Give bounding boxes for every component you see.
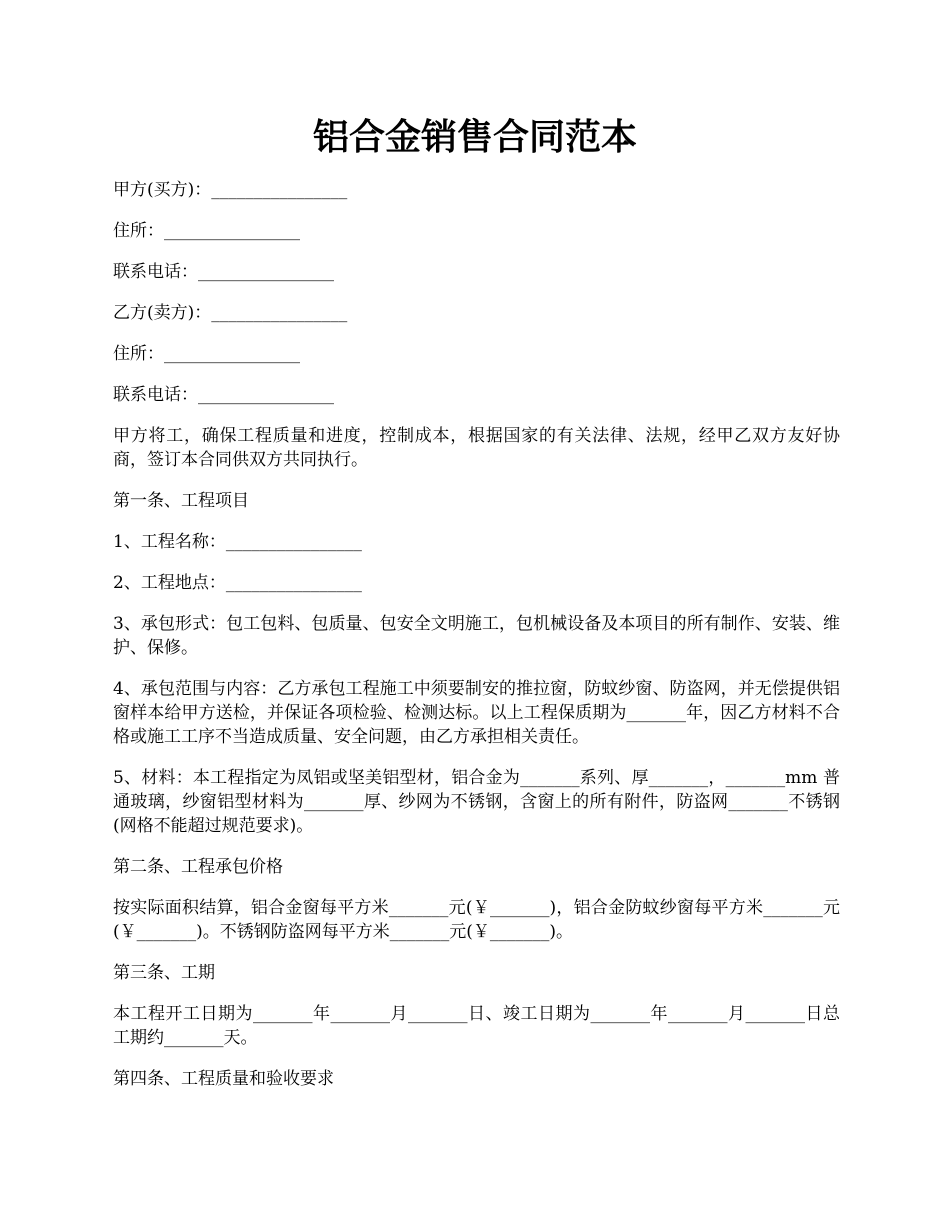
article-2-heading: 第二条、工程承包价格 xyxy=(113,857,283,877)
document-body xyxy=(113,178,840,1108)
party-a-address: 住所：________________ xyxy=(113,221,300,241)
contract-form: 3、承包形式：包工包料、包质量、包安全文明施工，包机械设备及本项目的所有制作、安装、维护、保修。 xyxy=(113,614,840,658)
party-b-phone: 联系电话：________________ xyxy=(113,385,334,405)
article-4-heading: 第四条、工程质量和验收要求 xyxy=(113,1069,334,1089)
contract-scope: 4、承包范围与内容：乙方承包工程施工中须要制安的推拉窗，防蚊纱窗、防盗网，并无偿提供铝窗样本给甲方送检，并保证各项检验、检测达标。以上工程保质期为_______年，因乙方材料不合格或施工工序不当造成质量、安全问题，由乙方承担相关责任。 xyxy=(113,679,840,747)
party-b-address: 住所：________________ xyxy=(113,344,300,364)
schedule: 本工程开工日期为_______年_______月_______日、竣工日期为_______年_______月_______日总工期约_______天。 xyxy=(113,1004,840,1048)
project-location: 2、工程地点：________________ xyxy=(113,573,362,593)
article-3-heading: 第三条、工期 xyxy=(113,963,215,983)
party-a-phone: 联系电话：________________ xyxy=(113,262,334,282)
party-a-buyer: 甲方(买方)：________________ xyxy=(113,180,348,200)
article-1-heading: 第一条、工程项目 xyxy=(113,491,249,511)
pricing: 按实际面积结算，铝合金窗每平方米_______元(￥_______)，铝合金防蚊纱窗每平方米_______元(￥_______)。不锈钢防盗网每平方米_______元(￥_______)。 xyxy=(113,898,840,942)
preamble: 甲方将工，确保工程质量和进度，控制成本，根据国家的有关法律、法规，经甲乙双方友好协商，签订本合同供双方共同执行。 xyxy=(113,426,840,470)
party-b-seller: 乙方(卖方)：________________ xyxy=(113,303,348,323)
project-name: 1、工程名称：________________ xyxy=(113,532,362,552)
document-title: 铝合金销售合同范本 xyxy=(312,116,637,158)
materials: 5、材料：本工程指定为凤铝或坚美铝型材，铝合金为_______系列、厚_______，_______mm 普通玻璃，纱窗铝型材料为_______厚、纱网为不锈钢，含窗上的所有附件，防盗网_______不锈钢(网格不能超过规范要求)。 xyxy=(113,768,840,836)
